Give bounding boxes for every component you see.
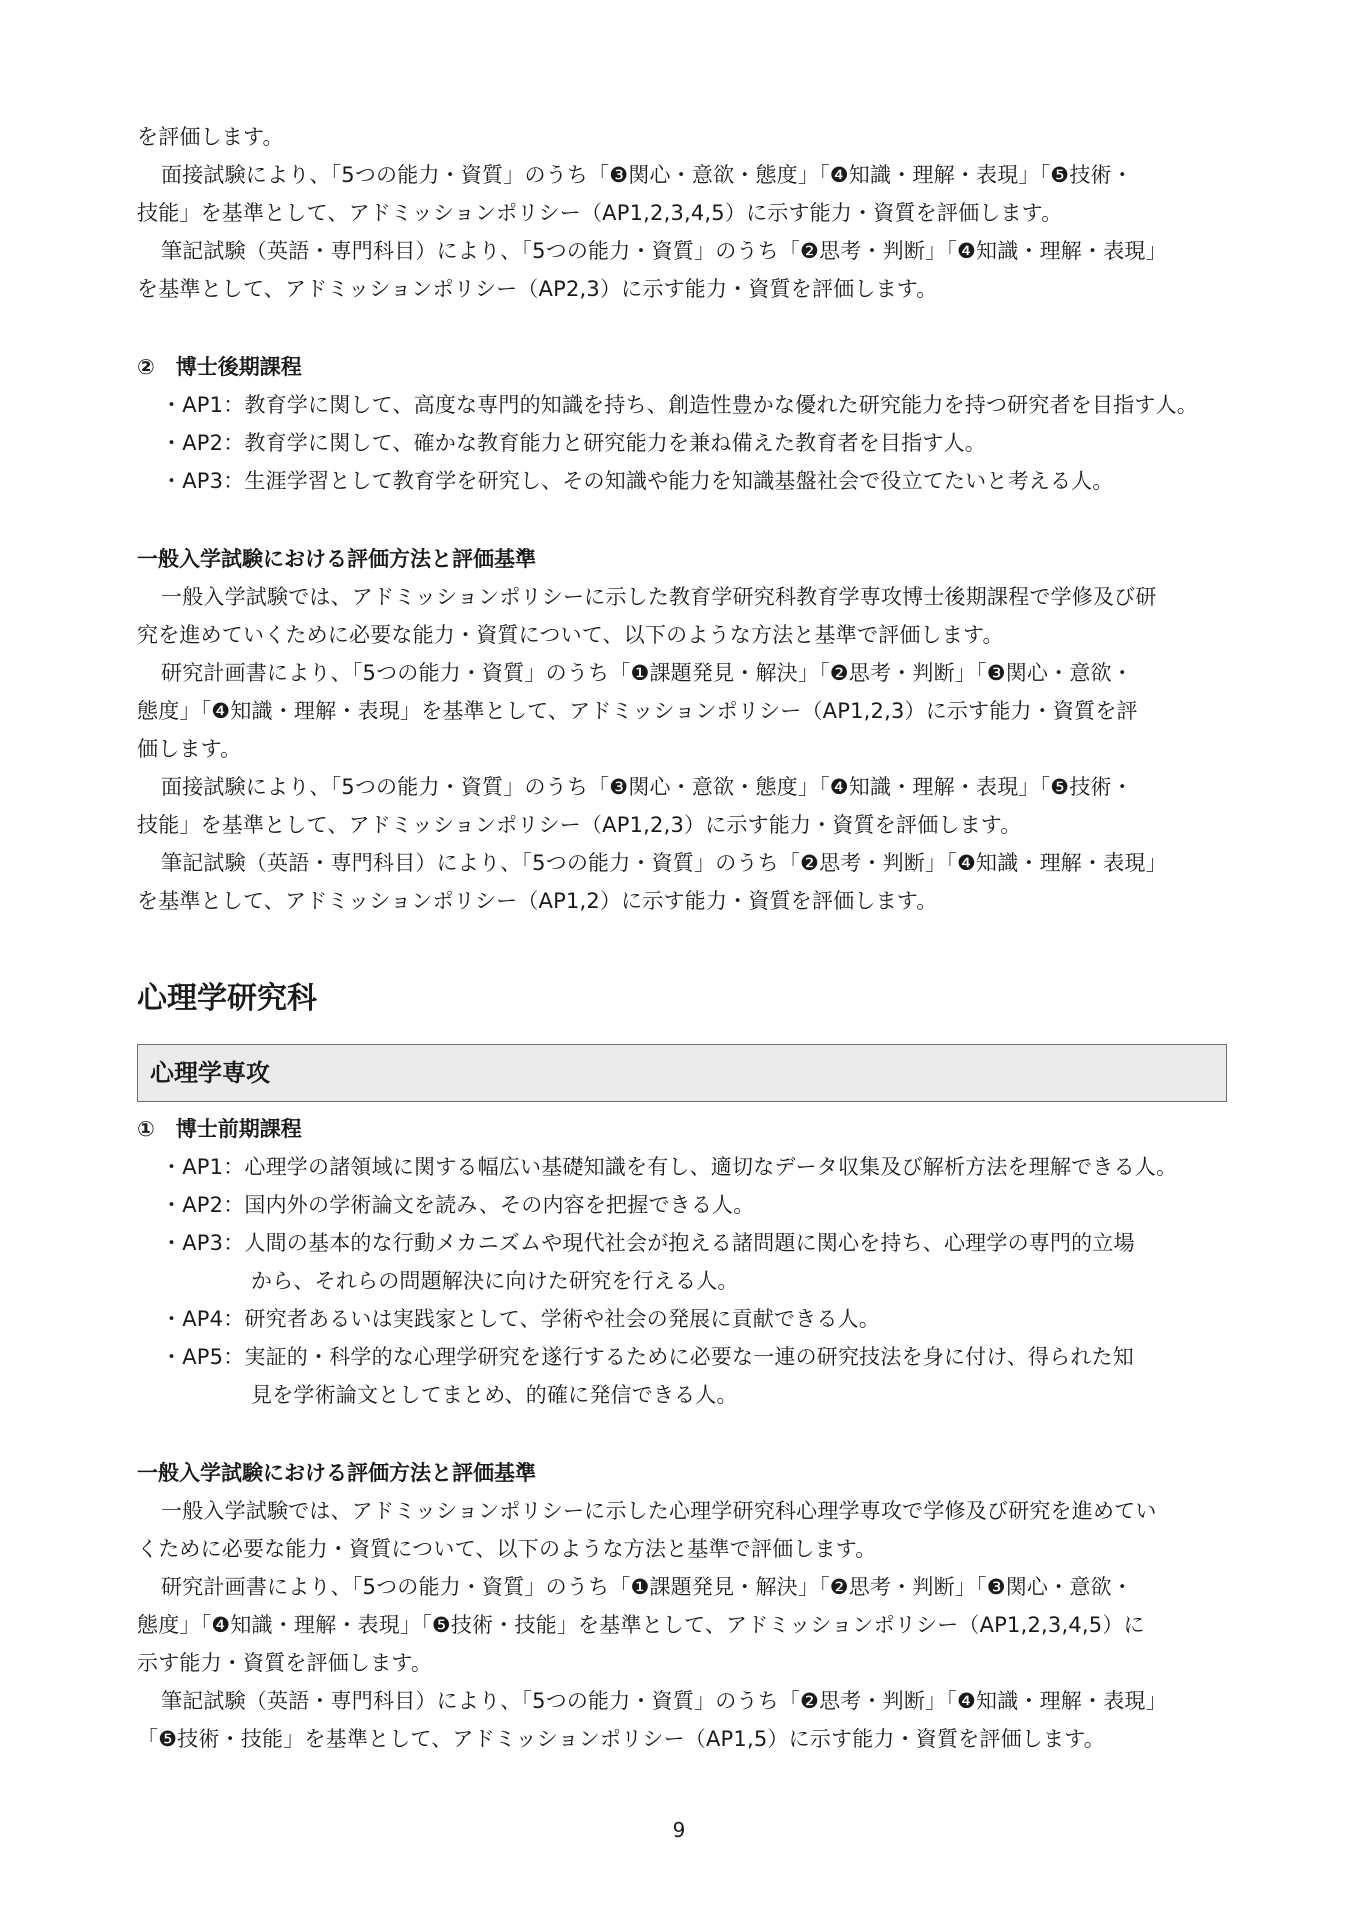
ap-item: ・AP2：教育学に関して、確かな教育能力と研究能力を兼ね備えた教育者を目指す人。 — [161, 431, 986, 455]
ap-item-continuation: 見を学術論文としてまとめ、的確に発信できる人。 — [251, 1383, 738, 1407]
paragraph-line: くために必要な能力・資質について、以下のような方法と基準で評価します。 — [137, 1537, 877, 1561]
paragraph-line: 面接試験により、「5つの能力・資質」のうち「❸関心・意欲・態度」「❹知識・理解・表現」「❺技術・ — [161, 163, 1133, 187]
paragraph-line: を基準として、アドミッションポリシー（AP1,2）に示す能力・資質を評価します。 — [137, 889, 938, 913]
paragraph-line: 筆記試験（英語・専門科目）により、「5つの能力・資質」のうち「❷思考・判断」「❹知識・理解・表現」 — [161, 239, 1167, 263]
intro-block — [137, 118, 1227, 308]
page-number: 9 — [672, 1818, 686, 1842]
ap-item: ・AP4：研究者あるいは実践家として、学術や社会の発展に貢献できる人。 — [161, 1307, 880, 1331]
paragraph-line: 研究計画書により、「5つの能力・資質」のうち「❶課題発見・解決」「❷思考・判断」「❸関心・意欲・ — [161, 1575, 1133, 1599]
evaluation-heading: 一般入学試験における評価方法と評価基準 — [137, 547, 536, 571]
paragraph-line: を基準として、アドミッションポリシー（AP2,3）に示す能力・資質を評価します。 — [137, 277, 938, 301]
document-page — [137, 118, 1227, 1758]
paragraph-line: 「❺技術・技能」を基準として、アドミッションポリシー（AP1,5）に示す能力・資質を評価します。 — [137, 1727, 1105, 1751]
paragraph-line: 研究計画書により、「5つの能力・資質」のうち「❶課題発見・解決」「❷思考・判断」「❸関心・意欲・ — [161, 661, 1133, 685]
paragraph-line: 技能」を基準として、アドミッションポリシー（AP1,2,3,4,5）に示す能力・資質を評価します。 — [137, 201, 1063, 225]
evaluation-heading: 一般入学試験における評価方法と評価基準 — [137, 1461, 536, 1485]
paragraph-line: 筆記試験（英語・専門科目）により、「5つの能力・資質」のうち「❷思考・判断」「❹知識・理解・表現」 — [161, 851, 1167, 875]
ap-item-continuation: から、それらの問題解決に向けた研究を行える人。 — [251, 1269, 739, 1293]
ap-item: ・AP1：教育学に関して、高度な専門的知識を持ち、創造性豊かな優れた研究能力を持つ研究者を目指す人。 — [161, 393, 1198, 417]
masters-course-heading: ① 博士前期課程 — [137, 1117, 302, 1141]
paragraph-line: 一般入学試験では、アドミッションポリシーに示した教育学研究科教育学専攻博士後期課程で学修及び研 — [161, 585, 1157, 609]
paragraph-line: 示す能力・資質を評価します。 — [137, 1651, 433, 1675]
paragraph-line: 価します。 — [137, 737, 242, 761]
ap-item: ・AP1：心理学の諸領域に関する幅広い基礎知識を有し、適切なデータ収集及び解析方法を理解できる人。 — [161, 1155, 1178, 1179]
masters-evaluation-text — [137, 1492, 1227, 1758]
ap-item: ・AP2：国内外の学術論文を読み、その内容を把握できる人。 — [161, 1193, 755, 1217]
paragraph-line: 究を進めていくために必要な能力・資質について、以下のような方法と基準で評価します。 — [137, 623, 1004, 647]
subsection-title-box: 心理学専攻 — [137, 1044, 1227, 1102]
section-title: 心理学研究科 — [137, 981, 317, 1016]
ap-item: ・AP3：人間の基本的な行動メカニズムや現代社会が抱える諸問題に関心を持ち、心理学の専門的立場 — [161, 1231, 1135, 1255]
doctoral-ap-list — [137, 386, 1227, 500]
doctoral-evaluation-text — [137, 578, 1227, 920]
paragraph-line: 態度」「❹知識・理解・表現」「❺技術・技能」を基準として、アドミッションポリシー（AP1,2,3,4,5）に — [137, 1613, 1145, 1637]
paragraph-line: 筆記試験（英語・専門科目）により、「5つの能力・資質」のうち「❷思考・判断」「❹知識・理解・表現」 — [161, 1689, 1167, 1713]
paragraph-line: 態度」「❹知識・理解・表現」を基準として、アドミッションポリシー（AP1,2,3）に示す能力・資質を評 — [137, 699, 1138, 723]
paragraph-line: 一般入学試験では、アドミッションポリシーに示した心理学研究科心理学専攻で学修及び研究を進めてい — [161, 1499, 1157, 1523]
ap-item: ・AP3：生涯学習として教育学を研究し、その知識や能力を知識基盤社会で役立てたいと考える人。 — [161, 469, 1114, 493]
masters-ap-list — [137, 1148, 1227, 1414]
ap-item: ・AP5：実証的・科学的な心理学研究を遂行するために必要な一連の研究技法を身に付け、得られた知 — [161, 1345, 1134, 1369]
doctoral-course-heading: ② 博士後期課程 — [137, 355, 302, 379]
paragraph-line: 面接試験により、「5つの能力・資質」のうち「❸関心・意欲・態度」「❹知識・理解・表現」「❺技術・ — [161, 775, 1133, 799]
paragraph-line: を評価します。 — [137, 125, 284, 149]
paragraph-line: 技能」を基準として、アドミッションポリシー（AP1,2,3）に示す能力・資質を評価します。 — [137, 813, 1022, 837]
